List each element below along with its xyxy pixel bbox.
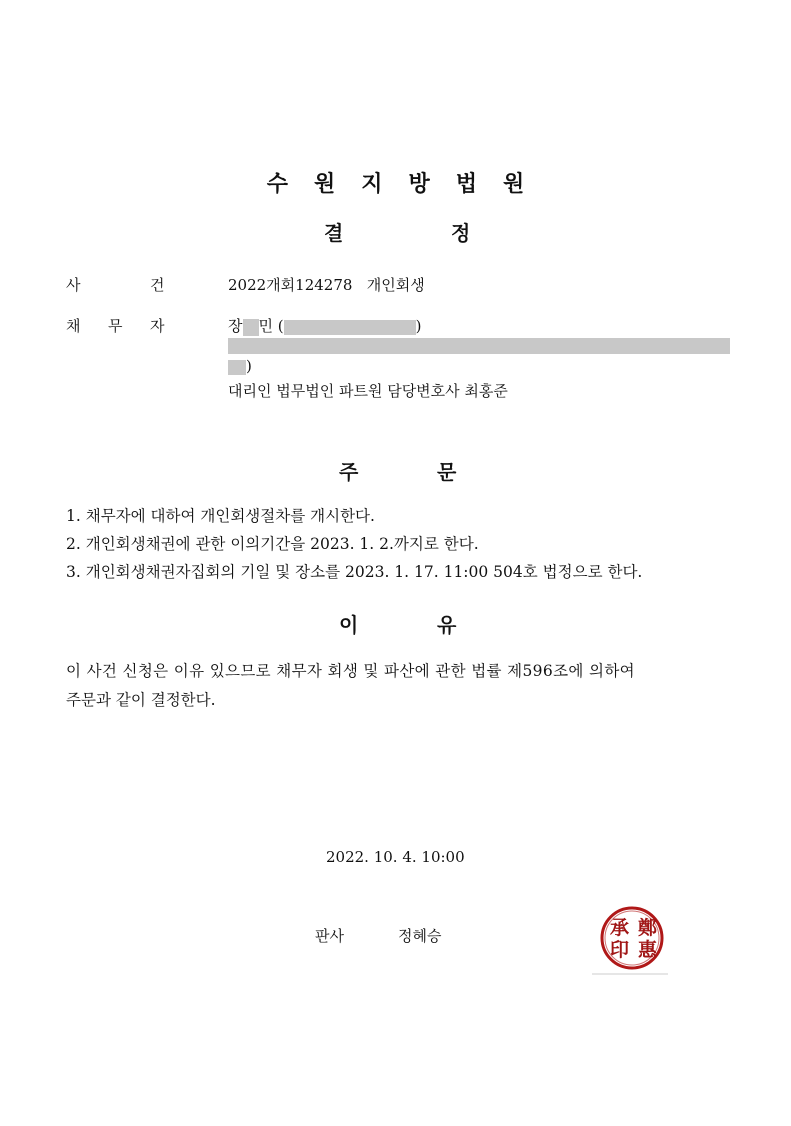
paren-close: ): [246, 357, 252, 375]
doc-type-left: 결: [324, 221, 344, 245]
svg-text:承: 承: [610, 917, 630, 939]
redaction-block: [228, 338, 730, 354]
svg-text:鄭: 鄭: [638, 917, 658, 939]
case-number-value: 2022개회124278: [228, 276, 353, 294]
court-name: [0, 167, 791, 198]
order-heading-left: 주: [339, 460, 359, 484]
redaction-block: [228, 360, 246, 375]
debtor-name-last: 민: [258, 317, 273, 335]
order-item: 3. 개인회생채권자집회의 기일 및 장소를 2023. 1. 17. 11:00 504호 법정으로 한다.: [66, 563, 643, 581]
judge-name: 정혜승: [398, 927, 442, 945]
debtor-name: [228, 315, 422, 336]
case-label-char: 사: [66, 276, 81, 294]
svg-text:惠: 惠: [638, 939, 658, 961]
order-item: 2. 개인회생채권에 관한 이의기간을 2023. 1. 2.까지로 한다.: [66, 535, 479, 553]
debtor-agent: 대리인 법무법인 파트원 담당변호사 최홍준: [228, 382, 508, 400]
debtor-label-char: 채: [66, 317, 81, 335]
doc-type-right: 정: [451, 221, 471, 245]
reason-heading-right: 유: [437, 613, 457, 637]
case-label-char: 건: [150, 276, 165, 294]
paren-open: (: [277, 317, 284, 335]
court-char: 원: [313, 172, 336, 197]
judge-seal: [590, 900, 670, 980]
redaction-block: [284, 320, 416, 335]
debtor-label-char: 자: [150, 317, 165, 335]
court-char: 원: [503, 172, 525, 197]
order-heading-right: 문: [437, 460, 457, 484]
redaction-block: [243, 319, 259, 336]
address-close: [228, 357, 252, 375]
paren-close: ): [415, 317, 422, 335]
debtor-label-char: 무: [108, 317, 123, 335]
reason-heading-left: 이: [339, 613, 359, 637]
svg-text:印: 印: [610, 939, 630, 961]
case-number: [228, 274, 425, 295]
order-item: 1. 채무자에 대하여 개인회생절차를 개시한다.: [66, 507, 375, 525]
court-char: 수: [266, 172, 288, 197]
court-char: 법: [455, 172, 478, 197]
debtor-name-first: 장: [228, 317, 243, 335]
reason-line: 이 사건 신청은 이유 있으므로 채무자 회생 및 파산에 관한 법률 제596조에 의하여: [66, 662, 635, 680]
court-char: 방: [408, 172, 430, 197]
decision-date: 2022. 10. 4. 10:00: [326, 848, 465, 866]
court-char: 지: [361, 172, 383, 197]
case-type: 개인회생: [366, 276, 425, 294]
reason-line: 주문과 같이 결정한다.: [66, 691, 216, 709]
judge-title: 판사: [315, 927, 344, 945]
